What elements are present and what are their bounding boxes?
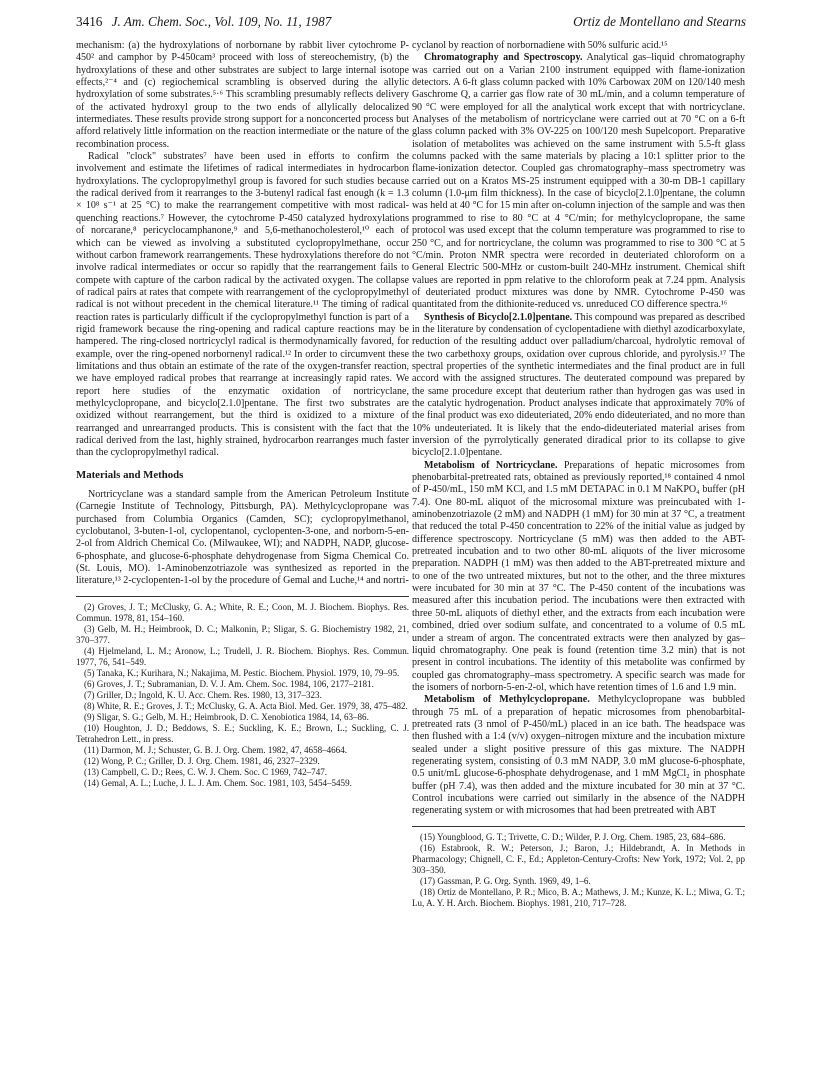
synthesis-heading: Synthesis of Bicyclo[2.1.0]pentane. xyxy=(424,311,573,323)
methylcyclopropane-paragraph xyxy=(412,694,745,817)
reference-entry: (7) Griller, D.; Ingold, K. U. Acc. Chem. Res. 1980, 13, 317–323. xyxy=(84,689,322,700)
reference-entry: (18) Ortiz de Montellano, P. R.; Mico, B. A.; Mathews, J. M.; Kunze, K. L.; Miwa, G. T.; Lu, A. Y. H. Arch. Biochem. Biophys. 1981, 210, 717–728. xyxy=(412,886,745,908)
reference-entry: (6) Groves, J. T.; Subramanian, D. V. J. Am. Chem. Soc. 1984, 106, 2177–2181. xyxy=(84,678,374,689)
right-column xyxy=(412,40,745,909)
running-header xyxy=(76,14,746,34)
nortricyclane-paragraph xyxy=(412,460,745,695)
reference-entry: (14) Gemal, A. L.; Luche, J. L. J. Am. Chem. Soc. 1981, 103, 5454–5459. xyxy=(84,777,352,788)
chromatography-paragraph xyxy=(412,52,745,311)
materials-paragraph: Nortricyclane was a standard sample from the American Petroleum Institute (Carnegie Institute of Technology, Pittsburgh, PA). Methylcyclopropane was purchased from Columbia Organics (Camden, SC); cyclopropylmethanol, cyclobutanol, 3-buten-1-ol, cyclopentanol, cyclopenten-3-one, and norborn-5-en-2-ol from Aldrich Chemical Co. (Milwaukee, WI); and NADPH, NADP, glucose-6-phosphate, and glucose-6-phosphate dehydrogenase from Sigma Chemical Co. (St. Louis, MO). 1-Aminobenzotriazole was synthesized as reported in the literature,¹³ 2-cyclopenten-1-ol by the procedure of Gemal and Luche,¹⁴ and nortri- xyxy=(76,489,409,587)
footnote-divider xyxy=(412,826,745,827)
reference-list xyxy=(412,832,745,909)
reference-entry: (16) Estabrook, R. W.; Peterson, J.; Baron, J.; Hildebrandt, A. In Methods in Pharmacology; Chignell, C. F., Ed.; Appleton-Century-Crofts: New York, 1972; Vol. 2, pp 303–350. xyxy=(412,842,745,875)
continued-paragraph: cyclanol by reaction of norbornadiene with 50% sulfuric acid.¹⁵ xyxy=(412,40,668,51)
reference-entry: (5) Tanaka, K.; Kurihara, N.; Nakajima, M. Pestic. Biochem. Physiol. 1979, 10, 79–95. xyxy=(84,667,400,678)
author-running-head: Ortiz de Montellano and Stearns xyxy=(573,14,746,29)
radical-clock-paragraph: Radical "clock" substrates⁷ have been used in efforts to confirm the involvement and estimate the lifetimes of radical intermediates in hydrocarbon hydroxylations. The cyclopropylmethyl group is favored for such studies because the radical derived from it rearranges to the 3-butenyl radical fast enough (k = 1.3 × 10⁸ s⁻¹ at 25 °C) to make the rearrangement competitive with most radical-quenching reactions.⁷ However, the cytochrome P-450 catalyzed hydroxylations of norcarane,⁸ pericyclocamphanone,⁹ and 5,6-methanocholesterol,¹⁰ each of which can be viewed as involving a substituted cyclopropylmethane, occur without carbon framework rearrangements. These hydroxylations therefore do not involve radical intermediates or occur so rapidly that the rearrangement fails to compete with capture of the carbon radical by the activated oxygen. The collapse of radical pairs at rates that compete with rearrangement of the cyclopropylmethyl radical is not without precedent in the chemical literature.¹¹ The timing of radical reaction rates is particularly difficult if the cyclopropylmethyl function is part of a rigid framework because the ring-opening and radical capture reactions may be hampered. The ring-closed nortricyclyl radical is thermodynamically favored, for example, over the ring-opened norbornenyl radical.¹² In order to circumvent these limitations and thus obtain an estimate of the rate of the oxygen-transfer reaction, we have employed radical probes that rearrange at increasingly rapid rates. We report here studies of the enzymatic oxidation of nortricyclane, methylcyclopropane, and bicyclo[2.1.0]pentane. The first two substrates are oxidized without rearrangement, but the third is oxidized to a mixture of rearranged and unrearranged products. This is consistent with the fact that the radical derived from the last, highly strained, hydrocarbon rearranges much faster than the cyclopropylmethyl radical. xyxy=(76,151,409,459)
reference-entry: (2) Groves, J. T.; McClusky, G. A.; White, R. E.; Coon, M. J. Biochem. Biophys. Res. Commun. 1978, 81, 154–160. xyxy=(76,601,409,623)
reference-entry: (12) Wong, P. C.; Griller, D. J. Org. Chem. 1981, 46, 2327–2329. xyxy=(84,755,320,766)
methylcyclopropane-heading: Metabolism of Methylcyclopropane. xyxy=(424,694,590,706)
reference-entry: (8) White, R. E.; Groves, J. T.; McClusky, G. A. Acta Biol. Med. Ger. 1979, 38, 475–482. xyxy=(84,700,408,711)
reference-entry: (3) Gelb, M. H.; Heimbrook, D. C.; Malkonin, P.; Sligar, S. G. Biochemistry 1982, 21, 370–377. xyxy=(76,623,409,645)
intro-paragraph: mechanism: (a) the hydroxylations of norbornane by rabbit liver cytochrome P-450² and camphor by P-450cam³ proceed with loss of stereochemistry, (b) the hydroxylations of these and other substrates are subject to large internal isotope effects,²⁻⁴ and (c) regiochemical scrambling is observed during the allylic hydroxylation of some substrates.⁵·⁶ This scrambling presumably reflects delivery of the activated hydroxyl group to the two ends of allylically delocalized intermediates. These results provide strong support for a nonconcerted process but afford relatively little information on the reaction intermediate or the nature of the recombination process. xyxy=(76,40,409,150)
nortricyclane-heading: Metabolism of Nortricyclane. xyxy=(424,459,558,471)
reference-entry: (17) Gassman, P. G. Org. Synth. 1969, 49, 1–6. xyxy=(420,875,591,886)
chromatography-text: Analytical gas–liquid chromatography was carried out on a Varian 2100 instrument equipped with flame-ionization detectors. A 6-ft glass column packed with 10% Carbowax 20M on 120/140 mesh Gaschrome Q, a carrier gas flow rate of 30 mL/min, and a column temperature of 90 °C were employed for all the analytical work except that with nortricyclane. Analyses of the metabolism of nortricyclane were carried out at 70 °C on a 6-ft glass column packed with 3% OV-225 on 100/120 mesh Supelcoport. Preparative isolation of metabolites was achieved on the same instrument with 5.5-ft glass columns packed with the same materials by placing a 10:1 splitter prior to the flame-ionization detector. Coupled gas chromatography–mass spectrometry was carried out on a Kratos MS-25 instrument equipped with a 30-m DB-1 capillary column (1.0-μm film thickness). In the case of bicyclo[2.1.0]pentane, the column was held at 40 °C for 15 min after on-column injection of the sample and was then programmed to rise to 80 °C at 4 °C/min; for methylcyclopropane, the same protocol was used except that the column temperature was programmed to rise to 250 °C, and for nortricyclane, the column was programmed to rise to 300 °C at 5 °C/min. Proton NMR spectra were recorded in deuteriated chloroform on a General Electric 500-MHz or custom-built 240-MHz instrument. Chemical shift values are reported in ppm relative to the chloroform peak at 7.24 ppm. Analysis of deuteriated product mixtures was done by NMR. Cytochrome P-450 was quantitated from the dithionite-reduced vs. unreduced CO difference spectra.¹⁶ xyxy=(412,52,745,311)
reference-entry: (11) Darmon, M. J.; Schuster, G. B. J. Org. Chem. 1982, 47, 4658–4664. xyxy=(84,744,347,755)
chromatography-heading: Chromatography and Spectroscopy. xyxy=(424,52,583,64)
reference-entry: (9) Sligar, S. G.; Gelb, M. H.; Heimbrook, D. C. Xenobiotica 1984, 14, 63–86. xyxy=(84,711,369,722)
methylcyclopropane-text: Methylcyclopropane was bubbled through 75 mL of a preparation of hepatic microsomes from phenobarbital-pretreated rats (3 nmol of P-450/mL) placed in an ice bath. The headspace was then flushed with a 1:4 (v/v) oxygen–nitrogen mixture and the incubation mixture sealed under a slight positive pressure of this gas mixture. The NADPH regenerating system, consisting of 0.3 mM NADP, 3.0 mM glucose-6-phosphate, 0.5 unit/mL glucose-6-phosphate dehydrogenase, and 1 mM MgCl₂ in phosphate buffer (pH 7.4), was then added and the mixture incubated for 30 min at 37 °C. Control incubations were carried out similarly in the absence of the NADPH regenerating system or with microsomes that had been pretreated with ABT xyxy=(412,694,745,817)
section-heading: Materials and Methods xyxy=(76,468,184,481)
footnote-divider xyxy=(76,596,409,597)
reference-entry: (4) Hjelmeland, L. M.; Aronow, L.; Trudell, J. R. Biochem. Biophys. Res. Commun. 1977, 76, 541–549. xyxy=(76,645,409,667)
synthesis-text: This compound was prepared as described in the literature by condensation of cyclopentadiene with diethyl azodicarboxylate, reduction of the resulting adduct over palladium/charcoal, hydrolytic removal of the two carbethoxy groups, oxidation over cuprous chloride, and pyrolysis.¹⁷ The spectral properties of the synthetic intermediates and the final product are in full accord with the assigned structures. The deuterated compound was prepared by the same procedure except that deuterium rather than hydrogen gas was used in the catalytic hydrogenation. Product analyses indicate that approximately 70% of the final product was exo dideuteriated, 20% endo dideuteriated, and no more than 10% undeuteriated. It is likely that the endo-dideuteriated material arises from inversion of the pyrrolytically generated diradical prior to its collapse to give bicyclo[2.1.0]pentane. xyxy=(412,311,745,459)
reference-entry: (10) Houghton, J. D.; Beddows, S. E.; Suckling, K. E.; Brown, L.; Suckling, C. J. Tetrahedron Lett., in press. xyxy=(76,722,409,744)
left-column xyxy=(76,40,409,789)
journal-citation: J. Am. Chem. Soc., Vol. 109, No. 11, 1987 xyxy=(111,14,332,29)
reference-entry: (13) Campbell, C. D.; Rees, C. W. J. Chem. Soc. C 1969, 742–747. xyxy=(84,766,328,777)
page-number: 3416 xyxy=(76,14,103,29)
reference-list xyxy=(76,602,409,789)
synthesis-paragraph xyxy=(412,312,745,460)
reference-entry: (15) Youngblood, G. T.; Trivette, C. D.; Wilder, P. J. Org. Chem. 1985, 23, 684–686. xyxy=(420,831,726,842)
nortricyclane-text: Preparations of hepatic microsomes from phenobarbital-pretreated rats, obtained as previously reported,¹⁸ contained 4 nmol of P-450/mL, 150 mM KCl, and 1.5 mM DETAPAC in 0.1 M NaKPO₄ buffer (pH 7.4). One 80-mL aliquot of the microsomal mixture was preincubated with 1-aminobenzotriazole (2 mM) and NADPH (1 mM) for 30 min at 37 °C, a treatment that reduced the total P-450 concentration to 22% of the initial value as judged by difference spectroscopy. Nortricyclane (5 mM) was then added to the ABT-pretreated incubation and to two other 80-mL aliquots of the liver microsome preparation. NADPH (1 mM) was then added to the ABT-pretreated mixture and to one of the two untreated mixtures, but not to the other, and the three mixtures were incubated for 30 min at 37 °C. The P-450 content of the incubations was measured after this incubation period. The incubations were then extracted with three 50-mL aliquots of diethyl ether, and the extracts from each incubation were combined, dried over sodium sulfate, and concentrated to a volume of 0.5 mL under a stream of argon. The concentrated extracts were then analyzed by gas–liquid chromatography. One peak is found (retention time 3.2 min) that is not present in control incubations. The identity of this metabolite was confirmed by coupled gas chromatography–mass spectrometry. A specific search was made for the isomers of norborn-5-en-2-ol, which have retention times of 1.6 and 1.9 min. xyxy=(412,459,745,693)
